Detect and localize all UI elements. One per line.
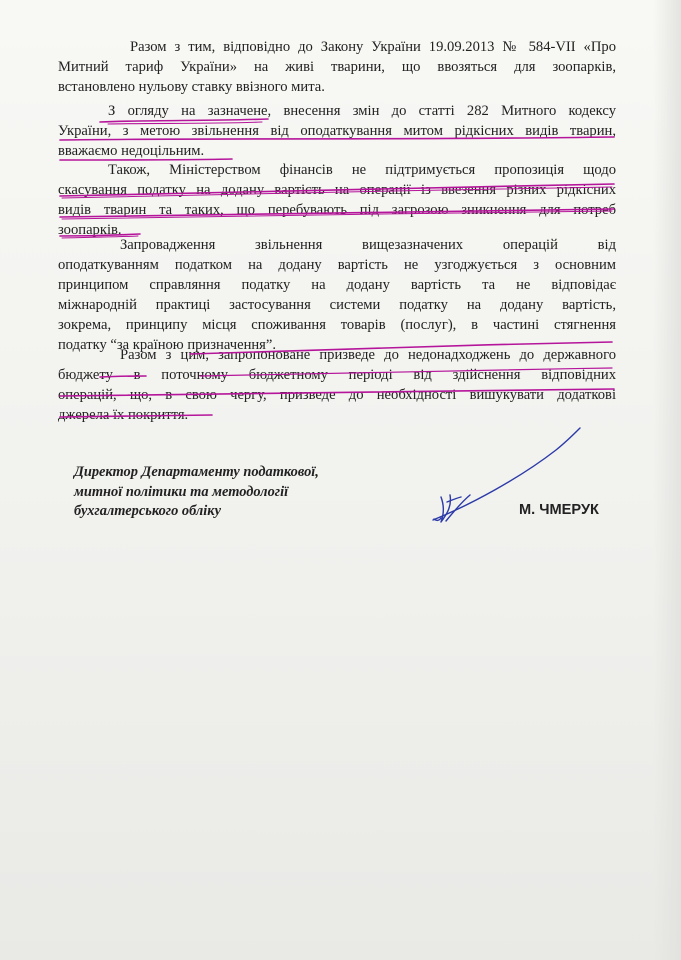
paragraph-line: Митний тариф України» на живі тварини, що ввозяться для зоопарків,	[58, 59, 616, 75]
signatory-title-line: бухгалтерського обліку	[74, 503, 221, 519]
paragraph-3	[58, 160, 616, 240]
paragraph-line: Разом з цим, запропоноване призведе до недонадходжень до державного	[120, 347, 616, 363]
paragraph-line: скасування податку на додану вартість на операції із ввезення різних рідкісних	[58, 182, 616, 198]
paragraph-line: Запровадження звільнення вищезазначених операцій від	[120, 237, 616, 253]
paragraph-line: З огляду на зазначене, внесення змін до статті 282 Митного кодексу	[108, 103, 616, 119]
paragraph-line: Разом з тим, відповідно до Закону України 19.09.2013 № 584-VII «Про	[130, 39, 616, 55]
paragraph-line: джерела їх покриття.	[58, 407, 189, 423]
paragraph-line: Також, Міністерством фінансів не підтримується пропозиція щодо	[108, 162, 616, 178]
paragraph-line: міжнародній практиці застосування системи податку на додану вартість,	[58, 297, 616, 313]
paragraph-line: операцій, що, в свою чергу, призведе до необхідності вишукувати додаткові	[58, 387, 616, 403]
page-fold-shadow	[653, 0, 681, 960]
paragraph-line: податку “за країною призначення”.	[58, 337, 277, 353]
signatory-title	[74, 463, 319, 522]
paragraph-line: видів тварин та таких, що перебувають під загрозою зникнення для потреб	[58, 202, 616, 218]
paragraph-5	[58, 345, 616, 425]
paragraph-line: України, з метою звільнення від оподаткування митом рідкісних видів тварин,	[58, 123, 616, 139]
paragraph-line: бюджету в поточному бюджетному періоді від здійснення відповідних	[58, 367, 616, 383]
paragraph-line: принципом справляння податку на додану вартість та не відповідає	[58, 277, 616, 293]
paragraph-line: зокрема, принципу місця споживання товарів (послуг), в частині стягнення	[58, 317, 616, 333]
paragraph-line: вважаємо недоцільним.	[58, 143, 205, 159]
paragraph-line: встановлено нульову ставку ввізного мита.	[58, 79, 325, 95]
paragraph-1	[58, 37, 616, 97]
signatory-title-line: Директор Департаменту податкової,	[74, 464, 319, 480]
paragraph-2	[58, 101, 616, 161]
paragraph-4	[58, 235, 616, 355]
signatory-name: М. ЧМЕРУК	[519, 502, 599, 518]
paragraph-line: оподаткуванням податком на додану вартість не узгоджується з основним	[58, 257, 616, 273]
paragraph-line: зоопарків.	[58, 222, 122, 238]
signatory-title-line: митної політики та методології	[74, 483, 289, 500]
